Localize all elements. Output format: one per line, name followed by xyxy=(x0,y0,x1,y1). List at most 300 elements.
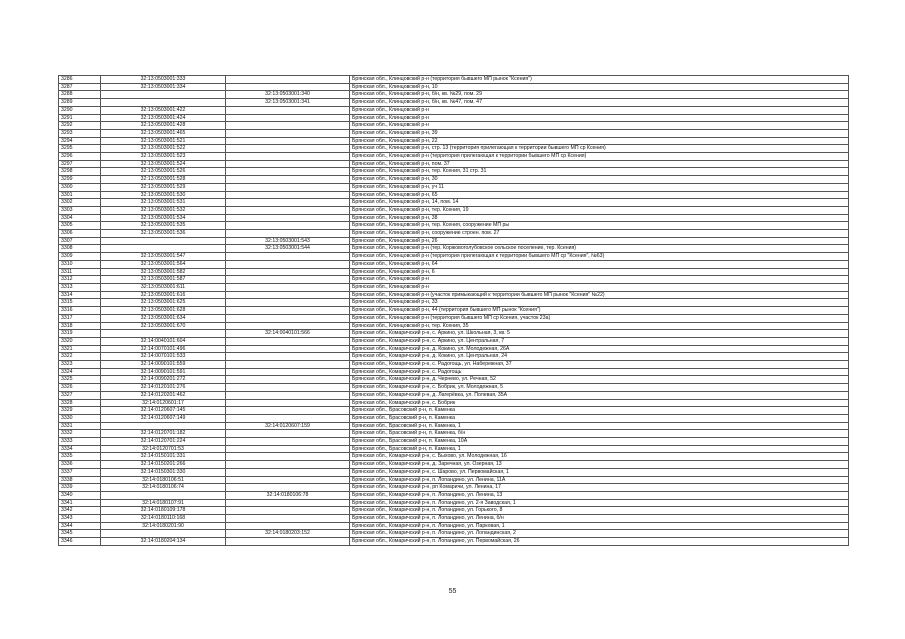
row-number-cell: 3311 xyxy=(59,268,101,276)
cadastral-number-cell: 32:13:0503001:528 xyxy=(101,176,226,184)
cadastral-number-cell: 32:13:0503001:611 xyxy=(101,283,226,291)
table-row xyxy=(59,453,849,461)
address-cell: Брянская обл., Комаричский р-н, п. Лопандино, ул. Парковая, 1 xyxy=(350,522,849,530)
cadastral-number-alt-cell xyxy=(226,438,350,446)
row-number-cell: 3295 xyxy=(59,145,101,153)
cadastral-number-cell: 32:13:0503001:424 xyxy=(101,114,226,122)
cadastral-number-alt-cell xyxy=(226,260,350,268)
cadastral-number-alt-cell xyxy=(226,76,350,84)
cadastral-number-cell: 32:13:0503001:422 xyxy=(101,106,226,114)
cadastral-number-cell xyxy=(101,491,226,499)
cadastral-number-alt-cell xyxy=(226,122,350,130)
cadastral-number-alt-cell xyxy=(226,145,350,153)
row-number-cell: 3290 xyxy=(59,106,101,114)
cadastral-number-alt-cell xyxy=(226,291,350,299)
cadastral-number-cell xyxy=(101,422,226,430)
cadastral-number-alt-cell xyxy=(226,322,350,330)
table-row xyxy=(59,237,849,245)
address-cell: Брянская обл., Клинцовский р-н (территория прилегающая к территории бывшего МП ср "Ксения", №63) xyxy=(350,253,849,261)
address-cell: Брянская обл., Комаричский р-н, п. Лопандино, ул. Ленина, 11А xyxy=(350,476,849,484)
row-number-cell: 3343 xyxy=(59,515,101,523)
address-cell: Брянская обл., Клинцовский р-н, 6 xyxy=(350,268,849,276)
register-table xyxy=(58,75,849,546)
table-row xyxy=(59,345,849,353)
address-cell: Брянская обл., Комаричский р-н, рп Комаричи, ул. Ленина, 17 xyxy=(350,484,849,492)
cadastral-number-alt-cell xyxy=(226,414,350,422)
table-row xyxy=(59,199,849,207)
table-row xyxy=(59,299,849,307)
address-cell: Брянская обл., Клинцовский р-н, тер. Ксения, 31 стр. 31 xyxy=(350,168,849,176)
cadastral-number-cell: 32:14:0120201:462 xyxy=(101,391,226,399)
row-number-cell: 3313 xyxy=(59,283,101,291)
address-cell: Брянская обл., Клинцовский р-н (территория прилегающая к территории бывшего МП ср Ксения) xyxy=(350,153,849,161)
table-row xyxy=(59,399,849,407)
table-row xyxy=(59,168,849,176)
cadastral-number-alt-cell xyxy=(226,283,350,291)
cadastral-number-alt-cell xyxy=(226,476,350,484)
cadastral-number-alt-cell xyxy=(226,114,350,122)
cadastral-number-alt-cell xyxy=(226,253,350,261)
row-number-cell: 3327 xyxy=(59,391,101,399)
address-cell: Брянская обл., Клинцовский р-н, сооружение строен. пом. 27 xyxy=(350,230,849,238)
cadastral-number-alt-cell: 32:14:0180203:152 xyxy=(226,530,350,538)
address-cell: Брянская обл., Клинцовский р-н (тер. Коржовоголубовское сельское поселение, тер. Ксения) xyxy=(350,245,849,253)
address-cell: Брянская обл., Клинцовский р-н, тер. Ксения, 19 xyxy=(350,206,849,214)
cadastral-number-alt-cell xyxy=(226,538,350,546)
row-number-cell: 3305 xyxy=(59,222,101,230)
cadastral-number-cell: 32:14:0070101:533 xyxy=(101,353,226,361)
row-number-cell: 3321 xyxy=(59,345,101,353)
table-row xyxy=(59,160,849,168)
cadastral-number-alt-cell xyxy=(226,199,350,207)
address-cell: Брянская обл., Клинцовский р-н (территория бывшего МП рынок "Ксения") xyxy=(350,76,849,84)
row-number-cell: 3315 xyxy=(59,299,101,307)
address-cell: Брянская обл., Клинцовский р-н, 22 xyxy=(350,137,849,145)
cadastral-number-alt-cell xyxy=(226,137,350,145)
cadastral-number-alt-cell: 32:14:0040101:566 xyxy=(226,330,350,338)
table-row xyxy=(59,183,849,191)
address-cell: Брянская обл., Комаричский р-н, с. Радогощь, ул. Набережная, 37 xyxy=(350,361,849,369)
cadastral-number-cell xyxy=(101,530,226,538)
cadastral-number-cell: 32:14:0120701:224 xyxy=(101,438,226,446)
cadastral-number-alt-cell: 32:13:0503001:544 xyxy=(226,245,350,253)
address-cell: Брянская обл., Брасовский р-н, п. Каменка xyxy=(350,414,849,422)
cadastral-number-alt-cell: 32:14:0180106:78 xyxy=(226,491,350,499)
cadastral-number-cell: 32:13:0503001:524 xyxy=(101,160,226,168)
table-row xyxy=(59,384,849,392)
table-row xyxy=(59,438,849,446)
address-cell: Брянская обл., Брасовский р-н, п. Каменка, 10А xyxy=(350,438,849,446)
address-cell: Брянская обл., Клинцовский р-н, 26 xyxy=(350,237,849,245)
cadastral-number-cell: 32:14:0150201:266 xyxy=(101,461,226,469)
cadastral-number-cell xyxy=(101,237,226,245)
table-row xyxy=(59,314,849,322)
cadastral-number-alt-cell xyxy=(226,468,350,476)
table-row xyxy=(59,361,849,369)
row-number-cell: 3334 xyxy=(59,445,101,453)
address-cell: Брянская обл., Комаричский р-н, с. Быхово, ул. Молодежная, 16 xyxy=(350,453,849,461)
cadastral-number-alt-cell xyxy=(226,507,350,515)
address-cell: Брянская обл., Клинцовский р-н, тер. Ксения, 35 xyxy=(350,322,849,330)
row-number-cell: 3292 xyxy=(59,122,101,130)
cadastral-number-cell xyxy=(101,99,226,107)
table-row xyxy=(59,268,849,276)
address-cell: Брянская обл., Клинцовский р-н, 10 xyxy=(350,83,849,91)
cadastral-number-alt-cell xyxy=(226,276,350,284)
row-number-cell: 3317 xyxy=(59,314,101,322)
cadastral-number-cell: 32:14:0120701:53 xyxy=(101,445,226,453)
cadastral-number-alt-cell xyxy=(226,515,350,523)
row-number-cell: 3323 xyxy=(59,361,101,369)
cadastral-number-cell: 32:13:0503001:564 xyxy=(101,260,226,268)
table-row xyxy=(59,522,849,530)
address-cell: Брянская обл., Комаричский р-н, с. Аркино, ул. Центральная, 7 xyxy=(350,337,849,345)
row-number-cell: 3307 xyxy=(59,237,101,245)
cadastral-number-cell: 32:13:0503001:534 xyxy=(101,214,226,222)
cadastral-number-alt-cell xyxy=(226,160,350,168)
cadastral-number-cell: 32:13:0503001:523 xyxy=(101,153,226,161)
cadastral-number-cell: 32:13:0503001:535 xyxy=(101,222,226,230)
address-cell: Брянская обл., Клинцовский р-н (территория бывшего МП ср Ксения, участок 23а) xyxy=(350,314,849,322)
row-number-cell: 3304 xyxy=(59,214,101,222)
cadastral-number-cell xyxy=(101,245,226,253)
table-row xyxy=(59,476,849,484)
cadastral-number-cell: 32:13:0503001:582 xyxy=(101,268,226,276)
cadastral-number-alt-cell xyxy=(226,191,350,199)
cadastral-number-alt-cell xyxy=(226,353,350,361)
cadastral-number-alt-cell xyxy=(226,445,350,453)
row-number-cell: 3288 xyxy=(59,91,101,99)
cadastral-number-alt-cell xyxy=(226,345,350,353)
table-row xyxy=(59,122,849,130)
cadastral-number-alt-cell xyxy=(226,230,350,238)
address-cell: Брянская обл., Комаричский р-н, п. Лопандино, ул. Лопандинская, 2 xyxy=(350,530,849,538)
table-row xyxy=(59,430,849,438)
table-row xyxy=(59,91,849,99)
table-row xyxy=(59,291,849,299)
cadastral-number-alt-cell xyxy=(226,168,350,176)
address-cell: Брянская обл., Брасовский р-н, п. Каменка, 1 xyxy=(350,445,849,453)
table-row xyxy=(59,206,849,214)
cadastral-number-cell: 32:14:0150101:331 xyxy=(101,453,226,461)
address-cell: Брянская обл., Брасовский р-н, п. Каменка, б/н xyxy=(350,430,849,438)
table-row xyxy=(59,145,849,153)
cadastral-number-alt-cell xyxy=(226,368,350,376)
address-cell: Брянская обл., Клинцовский р-н, 38 xyxy=(350,214,849,222)
cadastral-number-cell: 32:13:0503001:634 xyxy=(101,314,226,322)
cadastral-number-cell: 32:13:0503001:625 xyxy=(101,299,226,307)
row-number-cell: 3309 xyxy=(59,253,101,261)
cadastral-number-alt-cell xyxy=(226,430,350,438)
row-number-cell: 3329 xyxy=(59,407,101,415)
table-row xyxy=(59,499,849,507)
cadastral-number-alt-cell xyxy=(226,183,350,191)
row-number-cell: 3312 xyxy=(59,276,101,284)
row-number-cell: 3299 xyxy=(59,176,101,184)
cadastral-number-alt-cell xyxy=(226,484,350,492)
table-row xyxy=(59,530,849,538)
address-cell: Брянская обл., Клинцовский р-н, 65 xyxy=(350,191,849,199)
row-number-cell: 3287 xyxy=(59,83,101,91)
row-number-cell: 3330 xyxy=(59,414,101,422)
row-number-cell: 3294 xyxy=(59,137,101,145)
table-row xyxy=(59,106,849,114)
cadastral-number-alt-cell xyxy=(226,129,350,137)
address-cell: Брянская обл., Клинцовский р-н, тер. Ксения, сооружение МП ры xyxy=(350,222,849,230)
row-number-cell: 3300 xyxy=(59,183,101,191)
cadastral-number-cell: 32:13:0503001:531 xyxy=(101,199,226,207)
table-row xyxy=(59,83,849,91)
cadastral-number-cell: 32:14:0090201:272 xyxy=(101,376,226,384)
table-row xyxy=(59,322,849,330)
cadastral-number-alt-cell xyxy=(226,176,350,184)
cadastral-number-cell: 32:13:0503001:616 xyxy=(101,291,226,299)
row-number-cell: 3324 xyxy=(59,368,101,376)
table-row xyxy=(59,368,849,376)
address-cell: Брянская обл., Комаричский р-н, п. Лопандино, ул. 2-я Заводская, 1 xyxy=(350,499,849,507)
register-table-body xyxy=(59,76,849,546)
cadastral-number-cell: 32:14:0120607:145 xyxy=(101,407,226,415)
address-cell: Брянская обл., Клинцовский р-н xyxy=(350,276,849,284)
address-cell: Брянская обл., Клинцовский р-н, 33 xyxy=(350,299,849,307)
table-row xyxy=(59,507,849,515)
row-number-cell: 3326 xyxy=(59,384,101,392)
cadastral-number-cell: 32:13:0503001:670 xyxy=(101,322,226,330)
cadastral-number-cell: 32:14:0150301:330 xyxy=(101,468,226,476)
table-row xyxy=(59,445,849,453)
row-number-cell: 3320 xyxy=(59,337,101,345)
cadastral-number-alt-cell xyxy=(226,268,350,276)
page-number: 55 xyxy=(448,588,457,595)
row-number-cell: 3308 xyxy=(59,245,101,253)
table-row xyxy=(59,391,849,399)
table-row xyxy=(59,191,849,199)
row-number-cell: 3337 xyxy=(59,468,101,476)
table-row xyxy=(59,137,849,145)
address-cell: Брянская обл., Клинцовский р-н, пом. 37 xyxy=(350,160,849,168)
address-cell: Брянская обл., Брасовский р-н, п. Каменка xyxy=(350,407,849,415)
address-cell: Брянская обл., Комаричский р-н, д. Чернево, ул. Речная, 52 xyxy=(350,376,849,384)
cadastral-number-cell: 32:14:0180109:178 xyxy=(101,507,226,515)
cadastral-number-alt-cell xyxy=(226,83,350,91)
row-number-cell: 3344 xyxy=(59,522,101,530)
row-number-cell: 3316 xyxy=(59,307,101,315)
table-row xyxy=(59,337,849,345)
cadastral-number-cell: 32:14:0090101:559 xyxy=(101,361,226,369)
cadastral-number-alt-cell xyxy=(226,106,350,114)
address-cell: Брянская обл., Клинцовский р-н, 44 (территория бывшего МП рынок "Ксения") xyxy=(350,307,849,315)
row-number-cell: 3345 xyxy=(59,530,101,538)
cadastral-number-alt-cell xyxy=(226,361,350,369)
cadastral-number-cell: 32:13:0503001:333 xyxy=(101,76,226,84)
row-number-cell: 3333 xyxy=(59,438,101,446)
cadastral-number-cell: 32:13:0503001:465 xyxy=(101,129,226,137)
table-row xyxy=(59,176,849,184)
address-cell: Брянская обл., Комаричский р-н, п. Лопандино, ул. Ленина, 13 xyxy=(350,491,849,499)
cadastral-number-cell: 32:14:0120701:182 xyxy=(101,430,226,438)
table-row xyxy=(59,230,849,238)
cadastral-number-cell: 32:13:0503001:521 xyxy=(101,137,226,145)
table-row xyxy=(59,214,849,222)
table-row xyxy=(59,461,849,469)
cadastral-number-alt-cell: 32:13:0503001:341 xyxy=(226,99,350,107)
address-cell: Брянская обл., Клинцовский р-н xyxy=(350,283,849,291)
row-number-cell: 3318 xyxy=(59,322,101,330)
address-cell: Брянская обл., Клинцовский р-н xyxy=(350,114,849,122)
cadastral-number-cell xyxy=(101,330,226,338)
table-row xyxy=(59,260,849,268)
cadastral-number-alt-cell xyxy=(226,399,350,407)
cadastral-number-alt-cell xyxy=(226,214,350,222)
cadastral-number-cell: 32:14:0120607:149 xyxy=(101,414,226,422)
table-row xyxy=(59,468,849,476)
cadastral-number-cell: 32:13:0503001:522 xyxy=(101,145,226,153)
row-number-cell: 3286 xyxy=(59,76,101,84)
address-cell: Брянская обл., Комаричский р-н, д. Лагерёвка, ул. Полевая, 35А xyxy=(350,391,849,399)
table-row xyxy=(59,376,849,384)
cadastral-number-alt-cell xyxy=(226,314,350,322)
cadastral-number-cell: 32:14:0040101:604 xyxy=(101,337,226,345)
row-number-cell: 3341 xyxy=(59,499,101,507)
row-number-cell: 3306 xyxy=(59,230,101,238)
row-number-cell: 3332 xyxy=(59,430,101,438)
cadastral-number-alt-cell xyxy=(226,384,350,392)
table-row xyxy=(59,515,849,523)
address-cell: Брянская обл., Комаричский р-н, д. Кокино, ул. Молодежная, 26А xyxy=(350,345,849,353)
table-row xyxy=(59,407,849,415)
cadastral-number-cell: 32:13:0503001:628 xyxy=(101,307,226,315)
address-cell: Брянская обл., Клинцовский р-н, 30 xyxy=(350,176,849,184)
cadastral-number-cell xyxy=(101,91,226,99)
table-row xyxy=(59,307,849,315)
address-cell: Брянская обл., Клинцовский р-н, стр. 13 (территория прилегающая к территории бывшего МП ср Ксения) xyxy=(350,145,849,153)
table-row xyxy=(59,538,849,546)
table-row xyxy=(59,276,849,284)
address-cell: Брянская обл., Комаричский р-н, с. Радогощь xyxy=(350,368,849,376)
cadastral-number-cell: 32:14:0090101:591 xyxy=(101,368,226,376)
address-cell: Брянская обл., Клинцовский р-н (участок примыкающий к территории бывшего МП рынок "Ксения" №22) xyxy=(350,291,849,299)
cadastral-number-alt-cell xyxy=(226,376,350,384)
cadastral-number-cell: 32:13:0503001:526 xyxy=(101,168,226,176)
row-number-cell: 3296 xyxy=(59,153,101,161)
row-number-cell: 3302 xyxy=(59,199,101,207)
row-number-cell: 3303 xyxy=(59,206,101,214)
address-cell: Брянская обл., Комаричский р-н, д. Кокино, ул. Центральная, 24 xyxy=(350,353,849,361)
table-row xyxy=(59,153,849,161)
row-number-cell: 3322 xyxy=(59,353,101,361)
cadastral-number-alt-cell: 32:14:0120607:159 xyxy=(226,422,350,430)
cadastral-number-alt-cell: 32:13:0503001:340 xyxy=(226,91,350,99)
address-cell: Брянская обл., Комаричский р-н, д. Заречная, ул. Озерная, 13 xyxy=(350,461,849,469)
address-cell: Брянская обл., Брасовский р-н, п. Каменка, 1 xyxy=(350,422,849,430)
row-number-cell: 3291 xyxy=(59,114,101,122)
address-cell: Брянская обл., Комаричский р-н, с. Аркино, ул. Школьная, 3, кв. 5 xyxy=(350,330,849,338)
address-cell: Брянская обл., Комаричский р-н, п. Лопандино, ул. Горького, 8 xyxy=(350,507,849,515)
table-row xyxy=(59,253,849,261)
cadastral-number-alt-cell xyxy=(226,522,350,530)
table-row xyxy=(59,283,849,291)
row-number-cell: 3301 xyxy=(59,191,101,199)
address-cell: Брянская обл., Комаричский р-н, с. Бобрик xyxy=(350,399,849,407)
row-number-cell: 3328 xyxy=(59,399,101,407)
cadastral-number-alt-cell xyxy=(226,453,350,461)
cadastral-number-cell: 32:14:0180110:168 xyxy=(101,515,226,523)
row-number-cell: 3310 xyxy=(59,260,101,268)
row-number-cell: 3335 xyxy=(59,453,101,461)
table-row xyxy=(59,484,849,492)
address-cell: Брянская обл., Клинцовский р-н xyxy=(350,106,849,114)
cadastral-number-cell: 32:14:0120101:276 xyxy=(101,384,226,392)
row-number-cell: 3319 xyxy=(59,330,101,338)
address-cell: Брянская обл., Клинцовский р-н, 39 xyxy=(350,129,849,137)
address-cell: Брянская обл., Комаричский р-н, с. Шарово, ул. Первомайская, 1 xyxy=(350,468,849,476)
cadastral-number-cell: 32:14:0180106:74 xyxy=(101,484,226,492)
cadastral-number-cell: 32:14:0120601:17 xyxy=(101,399,226,407)
cadastral-number-cell: 32:13:0503001:530 xyxy=(101,191,226,199)
cadastral-number-cell: 32:13:0503001:536 xyxy=(101,230,226,238)
cadastral-number-cell: 32:13:0503001:428 xyxy=(101,122,226,130)
cadastral-number-cell: 32:13:0503001:547 xyxy=(101,253,226,261)
cadastral-number-cell: 32:14:0180201:90 xyxy=(101,522,226,530)
cadastral-number-alt-cell xyxy=(226,206,350,214)
address-cell: Брянская обл., Комаричский р-н, п. Лопандино, ул. Первомайская, 26 xyxy=(350,538,849,546)
address-cell: Брянская обл., Клинцовский р-н, б/н, кв. №29, пом. 29 xyxy=(350,91,849,99)
cadastral-number-cell: 32:13:0503001:587 xyxy=(101,276,226,284)
address-cell: Брянская обл., Клинцовский р-н, уч 11 xyxy=(350,183,849,191)
address-cell: Брянская обл., Клинцовский р-н, 14, пом. 14 xyxy=(350,199,849,207)
cadastral-number-cell: 32:13:0503001:334 xyxy=(101,83,226,91)
row-number-cell: 3289 xyxy=(59,99,101,107)
cadastral-number-alt-cell xyxy=(226,499,350,507)
address-cell: Брянская обл., Комаричский р-н, с. Бобрик, ул. Молодежная, 5 xyxy=(350,384,849,392)
row-number-cell: 3336 xyxy=(59,461,101,469)
table-row xyxy=(59,491,849,499)
cadastral-number-cell: 32:14:0070101:496 xyxy=(101,345,226,353)
cadastral-number-alt-cell xyxy=(226,461,350,469)
table-row xyxy=(59,129,849,137)
cadastral-number-cell: 32:14:0180106:51 xyxy=(101,476,226,484)
row-number-cell: 3314 xyxy=(59,291,101,299)
cadastral-number-alt-cell: 32:13:0503001:543 xyxy=(226,237,350,245)
cadastral-number-cell: 32:14:0180107:91 xyxy=(101,499,226,507)
cadastral-number-alt-cell xyxy=(226,307,350,315)
cadastral-number-alt-cell xyxy=(226,391,350,399)
table-row xyxy=(59,422,849,430)
table-row xyxy=(59,245,849,253)
table-row xyxy=(59,353,849,361)
table-row xyxy=(59,114,849,122)
row-number-cell: 3346 xyxy=(59,538,101,546)
table-row xyxy=(59,222,849,230)
row-number-cell: 3297 xyxy=(59,160,101,168)
row-number-cell: 3331 xyxy=(59,422,101,430)
address-cell: Брянская обл., Клинцовский р-н, б/н, кв. №47, пом. 47 xyxy=(350,99,849,107)
address-cell: Брянская обл., Клинцовский р-н, 64 xyxy=(350,260,849,268)
address-cell: Брянская обл., Комаричский р-н, п. Лопандино, ул. Ленина, б/н xyxy=(350,515,849,523)
table-row xyxy=(59,414,849,422)
cadastral-number-alt-cell xyxy=(226,153,350,161)
cadastral-number-alt-cell xyxy=(226,299,350,307)
row-number-cell: 3342 xyxy=(59,507,101,515)
cadastral-number-alt-cell xyxy=(226,222,350,230)
row-number-cell: 3338 xyxy=(59,476,101,484)
row-number-cell: 3340 xyxy=(59,491,101,499)
row-number-cell: 3325 xyxy=(59,376,101,384)
cadastral-number-cell: 32:13:0503001:529 xyxy=(101,183,226,191)
cadastral-number-cell: 32:13:0503001:532 xyxy=(101,206,226,214)
row-number-cell: 3293 xyxy=(59,129,101,137)
cadastral-number-alt-cell xyxy=(226,407,350,415)
